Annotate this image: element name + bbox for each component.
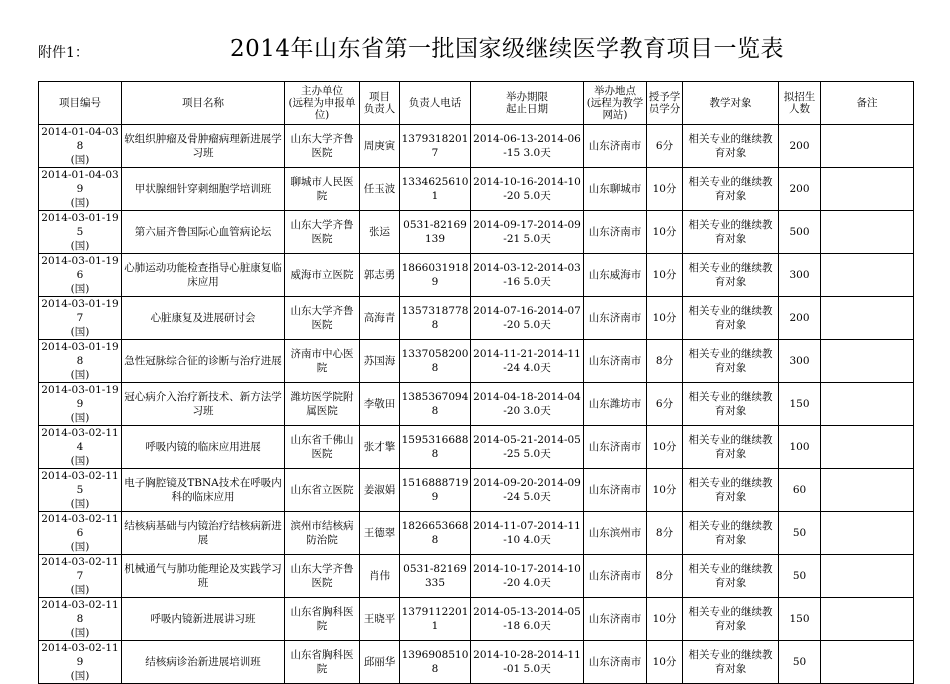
cell-audience: 相关专业的继续教育对象 (683, 469, 779, 512)
cell-leader: 王德翠 (360, 512, 400, 555)
cell-audience: 相关专业的继续教育对象 (683, 426, 779, 469)
cell-enroll: 150 (779, 383, 821, 426)
cell-place: 山东聊城市 (584, 168, 647, 211)
cell-phone: 0531-82169139 (400, 211, 471, 254)
cell-note (821, 512, 914, 555)
header-leader: 项目 负责人 (360, 82, 400, 125)
cell-note (821, 641, 914, 684)
cell-org: 山东大学齐鲁医院 (285, 555, 360, 598)
cell-note (821, 125, 914, 168)
cell-org: 山东省立医院 (285, 469, 360, 512)
cell-phone: 13346256101 (400, 168, 471, 211)
table-row (39, 469, 914, 512)
cell-code: 2014-03-02-118 (国) (39, 598, 122, 641)
project-table (38, 81, 914, 684)
cell-leader: 姜淑娟 (360, 469, 400, 512)
cell-leader: 周庚寅 (360, 125, 400, 168)
cell-name: 电子胸腔镜及TBNA技术在呼吸内科的临床应用 (122, 469, 285, 512)
cell-phone: 13573187788 (400, 297, 471, 340)
cell-place: 山东济南市 (584, 426, 647, 469)
cell-place: 山东济南市 (584, 297, 647, 340)
cell-org: 威海市立医院 (285, 254, 360, 297)
cell-audience: 相关专业的继续教育对象 (683, 383, 779, 426)
cell-credit: 10分 (647, 469, 683, 512)
cell-org: 山东省胸科医院 (285, 598, 360, 641)
cell-org: 山东大学齐鲁医院 (285, 297, 360, 340)
cell-code: 2014-03-02-117 (国) (39, 555, 122, 598)
cell-place: 山东济南市 (584, 469, 647, 512)
cell-place: 山东济南市 (584, 555, 647, 598)
table-row (39, 254, 914, 297)
cell-audience: 相关专业的继续教育对象 (683, 168, 779, 211)
cell-org: 山东大学齐鲁医院 (285, 211, 360, 254)
header-org: 主办单位 (远程为申报单位) (285, 82, 360, 125)
cell-org: 山东大学齐鲁医院 (285, 125, 360, 168)
cell-org: 济南市中心医院 (285, 340, 360, 383)
cell-note (821, 254, 914, 297)
cell-period: 2014-10-16-2014-10-20 5.0天 (471, 168, 584, 211)
cell-org: 山东省千佛山医院 (285, 426, 360, 469)
cell-credit: 10分 (647, 426, 683, 469)
cell-credit: 6分 (647, 383, 683, 426)
table-row (39, 211, 914, 254)
cell-leader: 张运 (360, 211, 400, 254)
cell-enroll: 200 (779, 297, 821, 340)
cell-org: 山东省胸科医院 (285, 641, 360, 684)
cell-credit: 8分 (647, 512, 683, 555)
cell-place: 山东济南市 (584, 125, 647, 168)
cell-org: 滨州市结核病防治院 (285, 512, 360, 555)
cell-leader: 任玉波 (360, 168, 400, 211)
cell-place: 山东济南市 (584, 598, 647, 641)
cell-note (821, 168, 914, 211)
table-row (39, 297, 914, 340)
header-credit: 授予学员学分 (647, 82, 683, 125)
cell-phone: 13791122011 (400, 598, 471, 641)
header-phone: 负责人电话 (400, 82, 471, 125)
cell-leader: 高海青 (360, 297, 400, 340)
cell-note (821, 555, 914, 598)
cell-period: 2014-06-13-2014-06-15 3.0天 (471, 125, 584, 168)
cell-place: 山东滨州市 (584, 512, 647, 555)
cell-note (821, 469, 914, 512)
cell-code: 2014-03-01-196 (国) (39, 254, 122, 297)
cell-phone: 13853670948 (400, 383, 471, 426)
cell-credit: 10分 (647, 168, 683, 211)
header-audience: 教学对象 (683, 82, 779, 125)
header-note: 备注 (821, 82, 914, 125)
table-row (39, 598, 914, 641)
cell-org: 聊城市人民医院 (285, 168, 360, 211)
cell-audience: 相关专业的继续教育对象 (683, 598, 779, 641)
table-row (39, 512, 914, 555)
cell-audience: 相关专业的继续教育对象 (683, 125, 779, 168)
cell-leader: 肖伟 (360, 555, 400, 598)
cell-code: 2014-03-02-114 (国) (39, 426, 122, 469)
cell-name: 呼吸内镜的临床应用进展 (122, 426, 285, 469)
cell-leader: 王晓平 (360, 598, 400, 641)
cell-enroll: 50 (779, 555, 821, 598)
cell-enroll: 200 (779, 125, 821, 168)
cell-period: 2014-05-21-2014-05-25 5.0天 (471, 426, 584, 469)
cell-name: 急性冠脉综合征的诊断与治疗进展 (122, 340, 285, 383)
cell-credit: 10分 (647, 598, 683, 641)
cell-code: 2014-01-04-039 (国) (39, 168, 122, 211)
cell-credit: 10分 (647, 297, 683, 340)
cell-code: 2014-03-02-115 (国) (39, 469, 122, 512)
cell-audience: 相关专业的继续教育对象 (683, 254, 779, 297)
cell-name: 呼吸内镜新进展讲习班 (122, 598, 285, 641)
cell-credit: 10分 (647, 641, 683, 684)
cell-period: 2014-09-17-2014-09-21 5.0天 (471, 211, 584, 254)
cell-code: 2014-03-01-198 (国) (39, 340, 122, 383)
cell-credit: 6分 (647, 125, 683, 168)
cell-leader: 张才擎 (360, 426, 400, 469)
header-name: 项目名称 (122, 82, 285, 125)
cell-audience: 相关专业的继续教育对象 (683, 297, 779, 340)
cell-name: 软组织肿瘤及骨肿瘤病理新进展学习班 (122, 125, 285, 168)
cell-code: 2014-03-01-195 (国) (39, 211, 122, 254)
cell-leader: 邱丽华 (360, 641, 400, 684)
cell-note (821, 211, 914, 254)
cell-period: 2014-11-07-2014-11-10 4.0天 (471, 512, 584, 555)
cell-code: 2014-03-01-197 (国) (39, 297, 122, 340)
attachment-label: 附件1： (38, 45, 89, 61)
cell-code: 2014-01-04-038 (国) (39, 125, 122, 168)
cell-place: 山东济南市 (584, 641, 647, 684)
cell-note (821, 383, 914, 426)
cell-leader: 李敬田 (360, 383, 400, 426)
header-code: 项目编号 (39, 82, 122, 125)
cell-credit: 10分 (647, 254, 683, 297)
cell-name: 结核病基础与内镜治疗结核病新进展 (122, 512, 285, 555)
cell-period: 2014-07-16-2014-07-20 5.0天 (471, 297, 584, 340)
cell-note (821, 340, 914, 383)
cell-enroll: 300 (779, 340, 821, 383)
cell-enroll: 150 (779, 598, 821, 641)
cell-leader: 郭志勇 (360, 254, 400, 297)
cell-leader: 苏国海 (360, 340, 400, 383)
cell-enroll: 60 (779, 469, 821, 512)
cell-name: 第六届齐鲁国际心血管病论坛 (122, 211, 285, 254)
cell-period: 2014-10-28-2014-11-01 5.0天 (471, 641, 584, 684)
cell-name: 结核病诊治新进展培训班 (122, 641, 285, 684)
table-row (39, 426, 914, 469)
cell-phone: 13793182017 (400, 125, 471, 168)
cell-period: 2014-04-18-2014-04-20 3.0天 (471, 383, 584, 426)
cell-audience: 相关专业的继续教育对象 (683, 641, 779, 684)
cell-enroll: 50 (779, 641, 821, 684)
cell-phone: 0531-82169335 (400, 555, 471, 598)
cell-note (821, 297, 914, 340)
table-row (39, 340, 914, 383)
header-enroll: 拟招生人数 (779, 82, 821, 125)
cell-period: 2014-09-20-2014-09-24 5.0天 (471, 469, 584, 512)
cell-phone: 15953166888 (400, 426, 471, 469)
cell-phone: 13969085108 (400, 641, 471, 684)
cell-audience: 相关专业的继续教育对象 (683, 211, 779, 254)
cell-code: 2014-03-01-199 (国) (39, 383, 122, 426)
cell-phone: 18266536688 (400, 512, 471, 555)
cell-note (821, 598, 914, 641)
cell-name: 甲状腺细针穿刺细胞学培训班 (122, 168, 285, 211)
cell-name: 机械通气与肺功能理论及实践学习班 (122, 555, 285, 598)
cell-name: 冠心病介入治疗新技术、新方法学习班 (122, 383, 285, 426)
table-row (39, 125, 914, 168)
cell-audience: 相关专业的继续教育对象 (683, 340, 779, 383)
cell-code: 2014-03-02-116 (国) (39, 512, 122, 555)
cell-phone: 15168887199 (400, 469, 471, 512)
cell-place: 山东济南市 (584, 340, 647, 383)
cell-org: 潍坊医学院附属医院 (285, 383, 360, 426)
table-row (39, 555, 914, 598)
cell-code: 2014-03-02-119 (国) (39, 641, 122, 684)
cell-phone: 13370582008 (400, 340, 471, 383)
cell-credit: 8分 (647, 340, 683, 383)
cell-name: 心肺运动功能检查指导心脏康复临床应用 (122, 254, 285, 297)
document-title: 2014年山东省第一批国家级继续医学教育项目一览表 (230, 36, 785, 62)
cell-place: 山东威海市 (584, 254, 647, 297)
cell-note (821, 426, 914, 469)
cell-enroll: 300 (779, 254, 821, 297)
cell-phone: 18660319189 (400, 254, 471, 297)
cell-period: 2014-05-13-2014-05-18 6.0天 (471, 598, 584, 641)
cell-place: 山东济南市 (584, 211, 647, 254)
cell-name: 心脏康复及进展研讨会 (122, 297, 285, 340)
cell-enroll: 50 (779, 512, 821, 555)
cell-period: 2014-11-21-2014-11-24 4.0天 (471, 340, 584, 383)
header-period: 举办期限 起止日期 (471, 82, 584, 125)
cell-place: 山东潍坊市 (584, 383, 647, 426)
cell-period: 2014-03-12-2014-03-16 5.0天 (471, 254, 584, 297)
table-row (39, 168, 914, 211)
table-row (39, 641, 914, 684)
cell-enroll: 200 (779, 168, 821, 211)
cell-enroll: 500 (779, 211, 821, 254)
cell-credit: 10分 (647, 211, 683, 254)
cell-audience: 相关专业的继续教育对象 (683, 555, 779, 598)
table-row (39, 383, 914, 426)
cell-enroll: 100 (779, 426, 821, 469)
cell-audience: 相关专业的继续教育对象 (683, 512, 779, 555)
cell-credit: 8分 (647, 555, 683, 598)
header-place: 举办地点 (远程为教学网站) (584, 82, 647, 125)
header-row (39, 82, 914, 125)
cell-period: 2014-10-17-2014-10-20 4.0天 (471, 555, 584, 598)
